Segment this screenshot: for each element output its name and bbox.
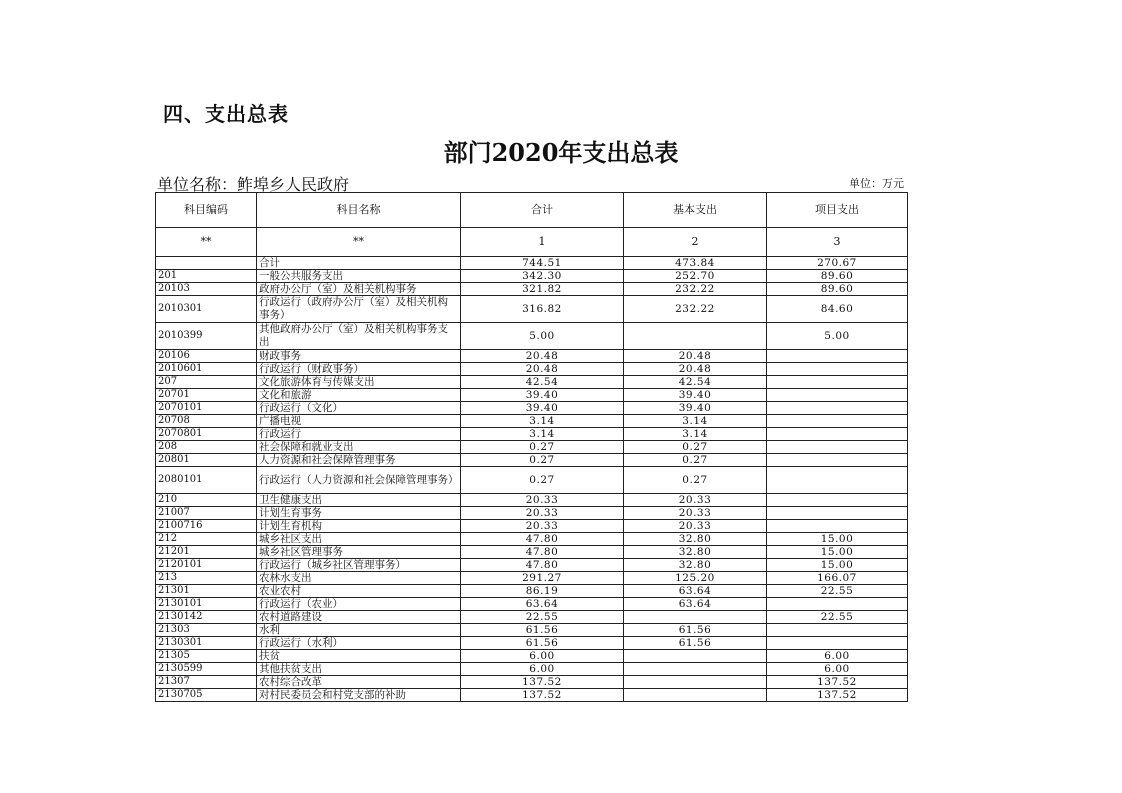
cell-code: 2130705 xyxy=(156,689,257,702)
table-row xyxy=(156,611,908,624)
index-total: 1 xyxy=(461,228,624,257)
header-project: 项目支出 xyxy=(767,193,908,228)
cell-project xyxy=(767,402,908,415)
cell-code: 20103 xyxy=(156,283,257,296)
cell-basic xyxy=(624,676,767,689)
cell-code: 21303 xyxy=(156,624,257,637)
cell-total: 20.48 xyxy=(461,363,624,376)
cell-basic: 0.27 xyxy=(624,467,767,494)
cell-name: 广播电视 xyxy=(257,415,461,428)
cell-total: 0.27 xyxy=(461,454,624,467)
cell-project xyxy=(767,520,908,533)
table-row xyxy=(156,441,908,454)
table-row xyxy=(156,415,908,428)
cell-code: 207 xyxy=(156,376,257,389)
cell-total: 42.54 xyxy=(461,376,624,389)
cell-basic xyxy=(624,650,767,663)
cell-basic: 20.33 xyxy=(624,507,767,520)
cell-basic: 39.40 xyxy=(624,389,767,402)
cell-name: 农业农村 xyxy=(257,585,461,598)
cell-code: 21301 xyxy=(156,585,257,598)
cell-basic: 42.54 xyxy=(624,376,767,389)
cell-total: 3.14 xyxy=(461,415,624,428)
cell-basic: 0.27 xyxy=(624,441,767,454)
cell-basic: 3.14 xyxy=(624,428,767,441)
cell-basic: 61.56 xyxy=(624,624,767,637)
cell-code xyxy=(156,257,257,270)
cell-code: 2010399 xyxy=(156,323,257,350)
cell-project xyxy=(767,441,908,454)
table-row xyxy=(156,350,908,363)
cell-basic: 32.80 xyxy=(624,559,767,572)
cell-code: 21305 xyxy=(156,650,257,663)
cell-total: 0.27 xyxy=(461,441,624,454)
cell-basic: 63.64 xyxy=(624,585,767,598)
cell-code: 201 xyxy=(156,270,257,283)
cell-name: 城乡社区支出 xyxy=(257,533,461,546)
cell-project xyxy=(767,428,908,441)
table-row xyxy=(156,283,908,296)
table-row xyxy=(156,650,908,663)
expenditure-table xyxy=(155,192,908,702)
cell-name: 其他政府办公厅（室）及相关机构事务支出 xyxy=(257,323,461,350)
index-project: 3 xyxy=(767,228,908,257)
cell-basic: 39.40 xyxy=(624,402,767,415)
cell-project xyxy=(767,467,908,494)
cell-project xyxy=(767,507,908,520)
cell-code: 2120101 xyxy=(156,559,257,572)
cell-name: 行政运行（财政事务） xyxy=(257,363,461,376)
cell-total: 321.82 xyxy=(461,283,624,296)
cell-project xyxy=(767,637,908,650)
cell-total: 47.80 xyxy=(461,559,624,572)
cell-total: 291.27 xyxy=(461,572,624,585)
table-row xyxy=(156,376,908,389)
cell-name: 一般公共服务支出 xyxy=(257,270,461,283)
table-row xyxy=(156,533,908,546)
table-row xyxy=(156,296,908,323)
table-row xyxy=(156,663,908,676)
cell-total: 137.52 xyxy=(461,676,624,689)
table-row xyxy=(156,428,908,441)
cell-name: 行政运行 xyxy=(257,428,461,441)
cell-total: 20.48 xyxy=(461,350,624,363)
table-row xyxy=(156,676,908,689)
cell-basic: 232.22 xyxy=(624,296,767,323)
cell-project: 22.55 xyxy=(767,611,908,624)
cell-basic xyxy=(624,663,767,676)
cell-project xyxy=(767,389,908,402)
cell-project xyxy=(767,598,908,611)
table-row xyxy=(156,507,908,520)
cell-code: 210 xyxy=(156,494,257,507)
cell-project xyxy=(767,494,908,507)
cell-name: 计划生育机构 xyxy=(257,520,461,533)
table-row xyxy=(156,546,908,559)
cell-basic: 125.20 xyxy=(624,572,767,585)
cell-basic: 20.48 xyxy=(624,350,767,363)
cell-basic: 252.70 xyxy=(624,270,767,283)
cell-code: 21201 xyxy=(156,546,257,559)
cell-project: 166.07 xyxy=(767,572,908,585)
table-row xyxy=(156,389,908,402)
table-row xyxy=(156,559,908,572)
table-row xyxy=(156,585,908,598)
cell-total: 39.40 xyxy=(461,389,624,402)
cell-project: 22.55 xyxy=(767,585,908,598)
cell-total: 0.27 xyxy=(461,467,624,494)
cell-basic: 3.14 xyxy=(624,415,767,428)
cell-name: 合计 xyxy=(257,257,461,270)
cell-code: 20801 xyxy=(156,454,257,467)
cell-total: 744.51 xyxy=(461,257,624,270)
cell-name: 农村综合改革 xyxy=(257,676,461,689)
table-body xyxy=(156,193,908,702)
cell-name: 行政运行（人力资源和社会保障管理事务） xyxy=(257,467,461,494)
cell-project: 5.00 xyxy=(767,323,908,350)
cell-name: 行政运行（文化） xyxy=(257,402,461,415)
table-row xyxy=(156,467,908,494)
cell-project: 6.00 xyxy=(767,663,908,676)
cell-total: 63.64 xyxy=(461,598,624,611)
cell-name: 计划生育事务 xyxy=(257,507,461,520)
cell-basic: 0.27 xyxy=(624,454,767,467)
cell-basic: 20.33 xyxy=(624,494,767,507)
cell-name: 卫生健康支出 xyxy=(257,494,461,507)
cell-project: 84.60 xyxy=(767,296,908,323)
table-row xyxy=(156,637,908,650)
cell-basic: 20.33 xyxy=(624,520,767,533)
cell-project xyxy=(767,363,908,376)
table-row xyxy=(156,454,908,467)
header-name: 科目名称 xyxy=(257,193,461,228)
cell-name: 行政运行（农业） xyxy=(257,598,461,611)
cell-total: 20.33 xyxy=(461,520,624,533)
index-basic: 2 xyxy=(624,228,767,257)
table-row xyxy=(156,598,908,611)
cell-project: 15.00 xyxy=(767,533,908,546)
cell-project: 137.52 xyxy=(767,689,908,702)
cell-code: 2100716 xyxy=(156,520,257,533)
cell-code: 208 xyxy=(156,441,257,454)
cell-total: 342.30 xyxy=(461,270,624,283)
cell-project: 270.67 xyxy=(767,257,908,270)
cell-project xyxy=(767,415,908,428)
table-row xyxy=(156,363,908,376)
header-basic: 基本支出 xyxy=(624,193,767,228)
cell-name: 文化和旅游 xyxy=(257,389,461,402)
cell-name: 文化旅游体育与传媒支出 xyxy=(257,376,461,389)
index-name: ** xyxy=(257,228,461,257)
cell-total: 20.33 xyxy=(461,507,624,520)
cell-code: 20106 xyxy=(156,350,257,363)
cell-code: 21307 xyxy=(156,676,257,689)
cell-name: 农村道路建设 xyxy=(257,611,461,624)
index-row xyxy=(156,228,908,257)
cell-project: 89.60 xyxy=(767,270,908,283)
cell-project: 6.00 xyxy=(767,650,908,663)
cell-name: 社会保障和就业支出 xyxy=(257,441,461,454)
table-row xyxy=(156,520,908,533)
cell-total: 20.33 xyxy=(461,494,624,507)
cell-total: 6.00 xyxy=(461,650,624,663)
cell-project: 137.52 xyxy=(767,676,908,689)
cell-code: 2070801 xyxy=(156,428,257,441)
unit-label: 单位：万元 xyxy=(849,177,904,190)
cell-name: 扶贫 xyxy=(257,650,461,663)
cell-name: 其他扶贫支出 xyxy=(257,663,461,676)
cell-total: 61.56 xyxy=(461,637,624,650)
cell-code: 2130301 xyxy=(156,637,257,650)
table-row xyxy=(156,624,908,637)
cell-name: 水利 xyxy=(257,624,461,637)
table-row xyxy=(156,572,908,585)
cell-total: 61.56 xyxy=(461,624,624,637)
cell-code: 2010601 xyxy=(156,363,257,376)
cell-total: 137.52 xyxy=(461,689,624,702)
cell-basic xyxy=(624,689,767,702)
header-code: 科目编码 xyxy=(156,193,257,228)
cell-code: 2010301 xyxy=(156,296,257,323)
cell-basic: 32.80 xyxy=(624,546,767,559)
cell-name: 农林水支出 xyxy=(257,572,461,585)
cell-project: 15.00 xyxy=(767,546,908,559)
cell-total: 47.80 xyxy=(461,533,624,546)
cell-project xyxy=(767,454,908,467)
table-row xyxy=(156,689,908,702)
cell-name: 人力资源和社会保障管理事务 xyxy=(257,454,461,467)
cell-project: 89.60 xyxy=(767,283,908,296)
header-total: 合计 xyxy=(461,193,624,228)
cell-name: 政府办公厅（室）及相关机构事务 xyxy=(257,283,461,296)
cell-total: 22.55 xyxy=(461,611,624,624)
cell-code: 20701 xyxy=(156,389,257,402)
cell-code: 2130101 xyxy=(156,598,257,611)
cell-basic: 32.80 xyxy=(624,533,767,546)
cell-basic: 232.22 xyxy=(624,283,767,296)
cell-basic: 63.64 xyxy=(624,598,767,611)
cell-basic: 473.84 xyxy=(624,257,767,270)
cell-project xyxy=(767,624,908,637)
cell-name: 行政运行（政府办公厅（室）及相关机构事务） xyxy=(257,296,461,323)
header-row xyxy=(156,193,908,228)
page-title: 部门2020年支出总表 xyxy=(443,138,679,167)
cell-name: 城乡社区管理事务 xyxy=(257,546,461,559)
table-row xyxy=(156,402,908,415)
cell-total: 86.19 xyxy=(461,585,624,598)
cell-project xyxy=(767,376,908,389)
cell-project xyxy=(767,350,908,363)
table-row xyxy=(156,270,908,283)
cell-basic xyxy=(624,323,767,350)
cell-name: 对村民委员会和村党支部的补助 xyxy=(257,689,461,702)
index-code: ** xyxy=(156,228,257,257)
cell-code: 20708 xyxy=(156,415,257,428)
cell-code: 213 xyxy=(156,572,257,585)
cell-name: 财政事务 xyxy=(257,350,461,363)
cell-code: 2130599 xyxy=(156,663,257,676)
table-row xyxy=(156,257,908,270)
cell-code: 21007 xyxy=(156,507,257,520)
cell-basic: 61.56 xyxy=(624,637,767,650)
cell-name: 行政运行（城乡社区管理事务） xyxy=(257,559,461,572)
cell-name: 行政运行（水利） xyxy=(257,637,461,650)
cell-total: 39.40 xyxy=(461,402,624,415)
cell-code: 2080101 xyxy=(156,467,257,494)
unit-name: 单位名称：鲊埠乡人民政府 xyxy=(157,175,350,194)
cell-code: 2070101 xyxy=(156,402,257,415)
cell-basic: 20.48 xyxy=(624,363,767,376)
table-row xyxy=(156,323,908,350)
cell-total: 3.14 xyxy=(461,428,624,441)
cell-code: 2130142 xyxy=(156,611,257,624)
cell-total: 316.82 xyxy=(461,296,624,323)
cell-total: 5.00 xyxy=(461,323,624,350)
cell-total: 47.80 xyxy=(461,546,624,559)
cell-project: 15.00 xyxy=(767,559,908,572)
cell-code: 212 xyxy=(156,533,257,546)
cell-basic xyxy=(624,611,767,624)
section-heading: 四、支出总表 xyxy=(163,102,289,126)
cell-total: 6.00 xyxy=(461,663,624,676)
table-row xyxy=(156,494,908,507)
